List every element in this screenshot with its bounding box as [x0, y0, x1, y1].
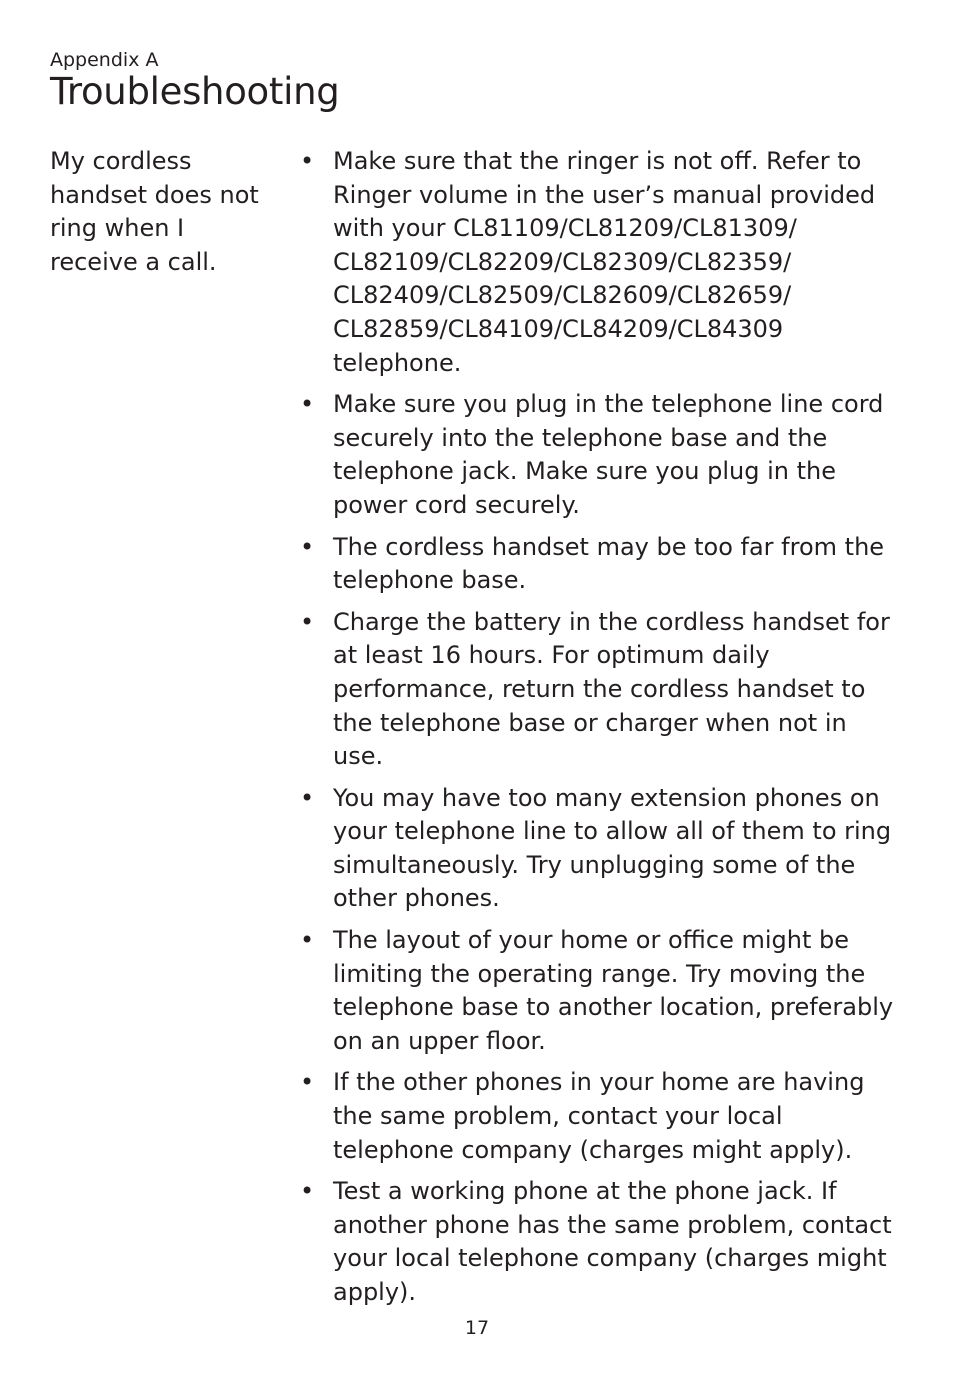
- solution-text: Charge the battery in the cordless handset for at least 16 hours. For optimum daily performance, return the cordless handset to the telephone base or charger when not in use.: [333, 607, 890, 771]
- bullet-icon: •: [300, 783, 315, 812]
- bullet-icon: •: [300, 390, 315, 419]
- solution-item: [300, 1175, 900, 1309]
- section-label: Appendix A: [50, 49, 159, 71]
- solution-item: [300, 782, 900, 916]
- solution-item: [300, 1066, 900, 1167]
- problem-description: My cordless handset does not ring when I receive a call.: [50, 147, 259, 276]
- solution-text: You may have too many extension phones on your telephone line to allow all of them to ring simultaneously. Try unplugging some of the other phones.: [333, 783, 892, 913]
- solution-list: [300, 145, 900, 1318]
- solution-text: If the other phones in your home are having the same problem, contact your local telephone company (charges might apply).: [333, 1068, 865, 1164]
- bullet-icon: •: [300, 926, 315, 955]
- solution-item: [300, 606, 900, 774]
- solution-text: Test a working phone at the phone jack. If another phone has the same problem, contact your local telephone company (charges might apply).: [333, 1177, 892, 1306]
- bullet-icon: •: [300, 607, 315, 636]
- page-title: Troubleshooting: [50, 70, 340, 113]
- bullet-icon: •: [300, 1068, 315, 1097]
- bullet-icon: •: [300, 147, 315, 175]
- solution-text: Make sure that the ringer is not off. Refer to Ringer volume in the user’s manual provided with your CL81109/CL81209/CL81309/ CL82109/CL82209/CL82309/CL82359/ CL82409/CL82509/CL82609/CL82659/ CL82859/CL84109/CL84209/CL84309 telephone.: [333, 147, 876, 377]
- solution-item: [300, 924, 900, 1058]
- solution-item: [300, 531, 900, 598]
- page-number: 17: [464, 1317, 490, 1339]
- solution-text: The layout of your home or office might be limiting the operating range. Try moving the telephone base to another location, preferably on an upper floor.: [333, 926, 894, 1055]
- solution-item: [300, 388, 900, 522]
- solution-item: [300, 145, 900, 380]
- bullet-icon: •: [300, 532, 315, 561]
- solution-text: The cordless handset may be too far from the telephone base.: [333, 532, 885, 595]
- bullet-icon: •: [300, 1177, 315, 1206]
- solution-text: Make sure you plug in the telephone line cord securely into the telephone base and the telephone jack. Make sure you plug in the power cord securely.: [333, 390, 884, 519]
